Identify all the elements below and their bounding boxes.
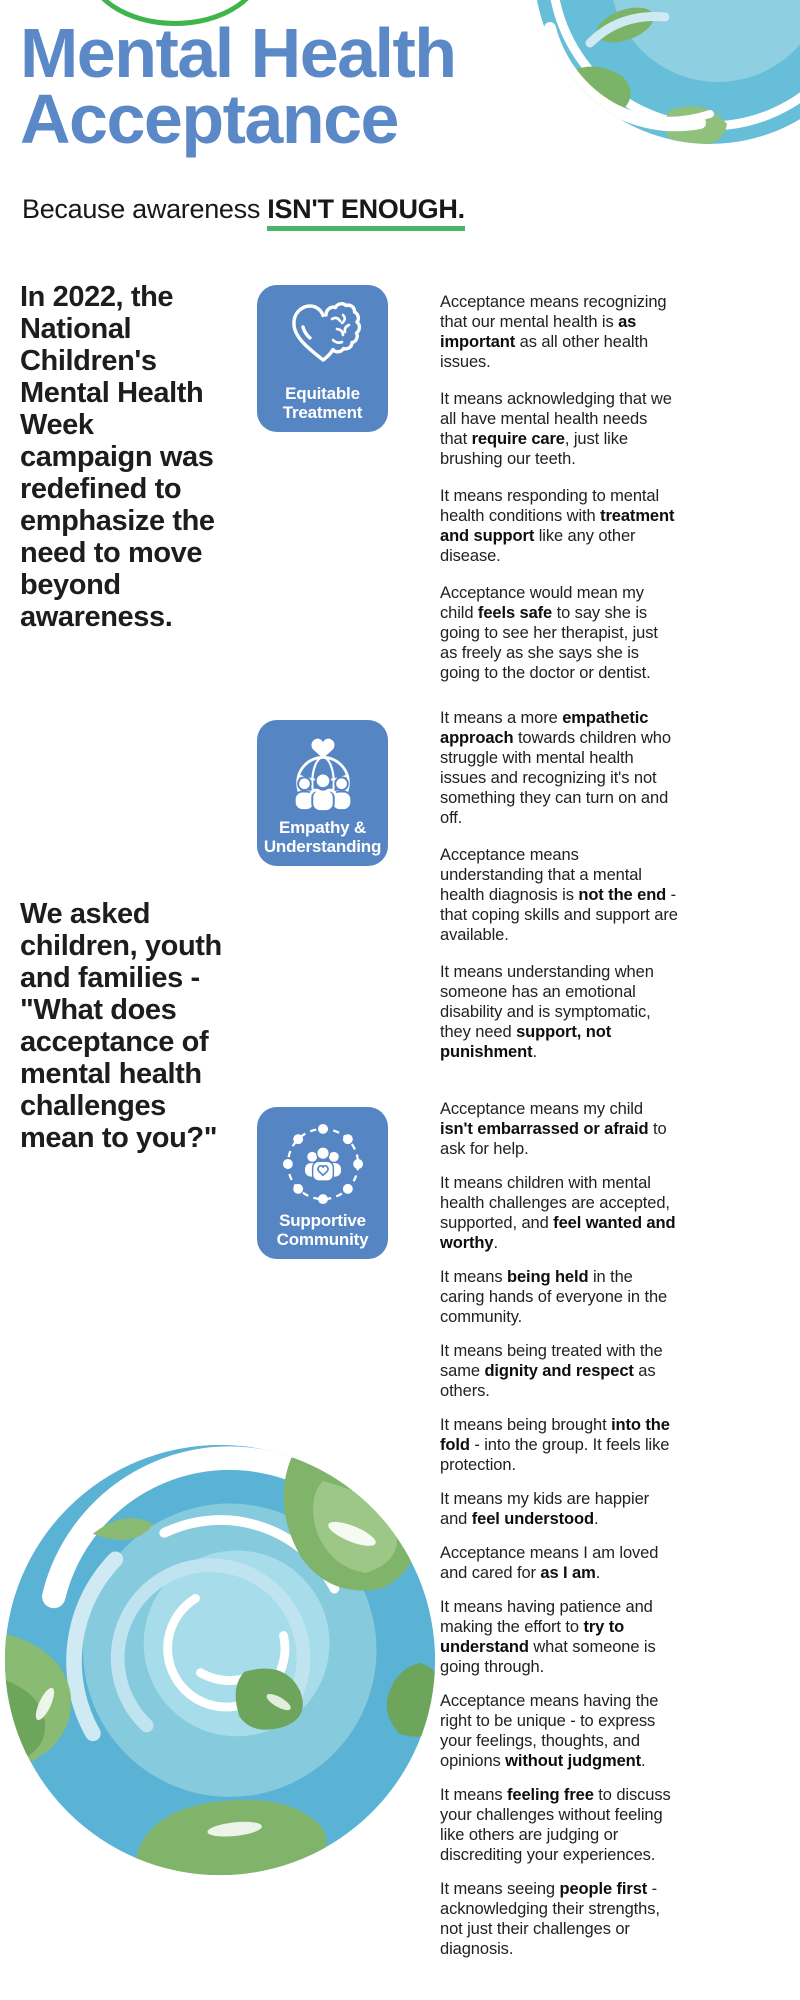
- body-paragraph: Acceptance means recognizing that our mental health is as important as all other health issues.: [440, 293, 667, 371]
- earth-globe-icon: [0, 1440, 440, 1880]
- body-paragraph: Acceptance means having the right to be unique - to express your feelings, thoughts, and opinions without judgment.: [440, 1692, 659, 1770]
- title-line-1: Mental Health: [20, 14, 456, 92]
- body-paragraph: Acceptance would mean my child feels safe to say she is going to see her therapist, just as freely as she says she is going to the doctor or dentist.: [440, 584, 658, 682]
- section-paragraphs-equitable-treatment: [440, 292, 678, 700]
- icon-box-equitable-treatment: [257, 285, 388, 432]
- section-paragraphs-supportive-community: [440, 1099, 678, 1973]
- body-paragraph: It means being brought into the fold - into the group. It feels like protection.: [440, 1416, 670, 1474]
- body-paragraph: It means a more empathetic approach towards children who struggle with mental health issues and recognizing it's not something they can turn on and off.: [440, 709, 671, 827]
- body-paragraph: Acceptance means understanding that a mental health diagnosis is not the end - that coping skills and support are available.: [440, 846, 678, 944]
- body-paragraph: It means being treated with the same dignity and respect as others.: [440, 1342, 663, 1400]
- title-line-2: Acceptance: [20, 80, 398, 158]
- body-paragraph: It means feeling free to discuss your challenges without feeling like others are judging or discrediting your experiences.: [440, 1786, 671, 1864]
- intro-text: In 2022, the National Children's Mental Health Week campaign was redefined to emphasize the need to move beyond awareness.: [20, 281, 215, 633]
- body-paragraph: It means my kids are happier and feel understood.: [440, 1490, 650, 1528]
- icon-label: Empathy & Understanding: [263, 818, 382, 856]
- body-paragraph: It means seeing people first - acknowledging their strengths, not just their challenges or diagnosis.: [440, 1880, 660, 1958]
- icon-box-empathy-understanding: [257, 720, 388, 866]
- body-paragraph: It means responding to mental health conditions with treatment and support like any other disease.: [440, 487, 675, 565]
- icon-box-supportive-community: [257, 1107, 388, 1259]
- icon-label: Supportive Community: [276, 1211, 369, 1249]
- supportive-community-icon: [278, 1119, 368, 1209]
- body-paragraph: Acceptance means my child isn't embarrassed or afraid to ask for help.: [440, 1100, 667, 1158]
- body-paragraph: It means acknowledging that we all have mental health needs that require care, just like brushing our teeth.: [440, 390, 672, 468]
- page-title: [20, 14, 660, 158]
- empathy-globe-icon: [277, 732, 369, 814]
- question-text: We asked children, youth and families - "What does acceptance of mental health challenges mean to you?": [20, 898, 222, 1154]
- icon-label: Equitable Treatment: [282, 384, 363, 422]
- body-paragraph: It means understanding when someone has an emotional disability and is symptomatic, they need support, not punishment.: [440, 963, 654, 1061]
- body-paragraph: It means having patience and making the effort to try to understand what someone is going through.: [440, 1598, 656, 1676]
- body-paragraph: It means being held in the caring hands of everyone in the community.: [440, 1268, 668, 1326]
- section-paragraphs-empathy-understanding: [440, 708, 678, 1079]
- body-paragraph: Acceptance means I am loved and cared for as I am.: [440, 1544, 659, 1582]
- page-subtitle: [22, 193, 465, 225]
- heart-brain-icon: [283, 297, 363, 369]
- body-paragraph: It means children with mental health challenges are accepted, supported, and feel wanted and worthy.: [440, 1174, 676, 1252]
- subtitle-prefix: Because awareness: [22, 194, 268, 224]
- subtitle-emphasis: ISN'T ENOUGH.: [267, 194, 465, 231]
